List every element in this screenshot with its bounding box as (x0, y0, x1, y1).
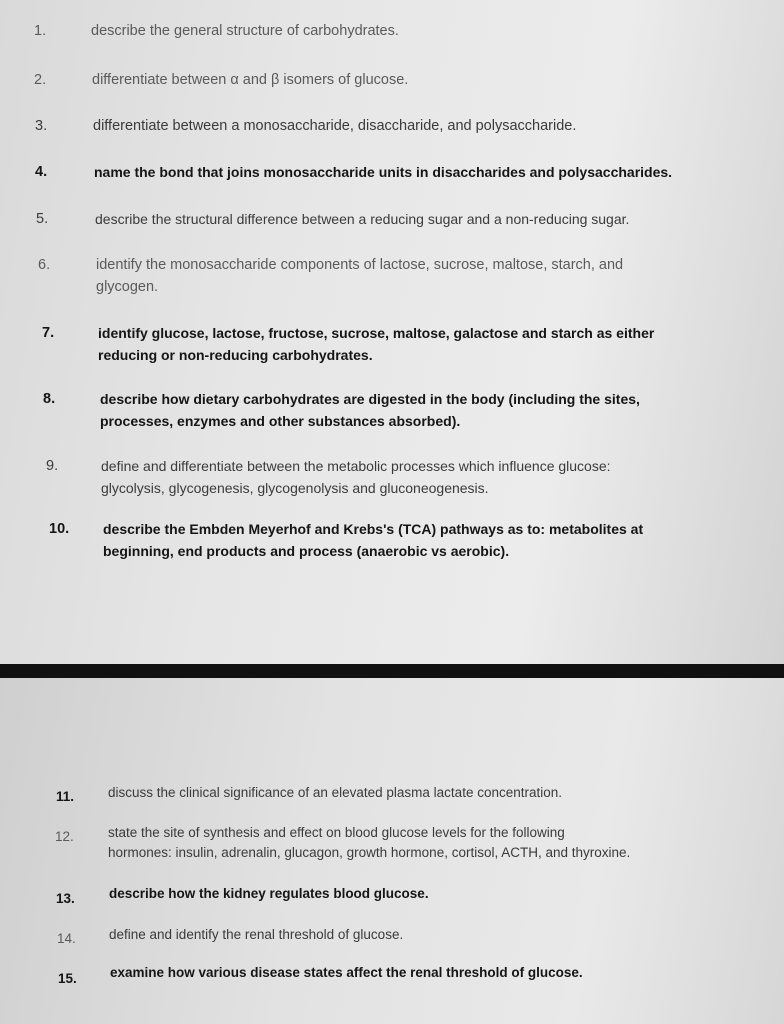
objective-number: 9. (46, 458, 59, 474)
objective-number: 14. (57, 931, 76, 946)
objective-number: 6. (38, 257, 51, 273)
objective-text: name the bond that joins monosaccharide units in disaccharides and polysaccharides. (94, 164, 673, 180)
objective-number: 4. (35, 164, 48, 180)
objective-text: identify the monosaccharide components of lactose, sucrose, maltose, starch, and (96, 257, 624, 273)
objective-text: describe how the kidney regulates blood glucose. (109, 886, 429, 901)
objective-text-cont: hormones: insulin, adrenalin, glucagon, growth hormone, cortisol, ACTH, and thyroxine. (108, 845, 631, 860)
page-divider (0, 664, 784, 678)
objective-number: 5. (36, 211, 49, 227)
objective-text: describe how dietary carbohydrates are digested in the body (including the sites, (100, 391, 640, 407)
objective-text: discuss the clinical significance of an elevated plasma lactate concentration. (108, 785, 563, 800)
objective-text: define and differentiate between the metabolic processes which influence glucose: (101, 458, 611, 474)
objective-text: define and identify the renal threshold of glucose. (109, 927, 404, 942)
objective-number: 15. (58, 971, 77, 986)
objective-number: 11. (56, 789, 75, 804)
objective-number: 7. (42, 325, 55, 341)
objective-text-cont: glycogen. (96, 279, 159, 295)
objective-number: 12. (55, 829, 74, 844)
objective-text-cont: beginning, end products and process (anaerobic vs aerobic). (103, 543, 510, 559)
objective-text: describe the general structure of carbohydrates. (91, 23, 399, 39)
objective-text: examine how various disease states affect the renal threshold of glucose. (110, 965, 583, 980)
objective-text: state the site of synthesis and effect on blood glucose levels for the following (108, 825, 565, 840)
objective-text-cont: reducing or non-reducing carbohydrates. (98, 347, 373, 363)
objective-number: 13. (56, 891, 75, 906)
objective-text: identify glucose, lactose, fructose, sucrose, maltose, galactose and starch as either (98, 325, 655, 341)
objective-text-cont: processes, enzymes and other substances absorbed). (100, 413, 461, 429)
objective-number: 2. (34, 72, 47, 88)
objective-text: differentiate between α and β isomers of glucose. (92, 72, 409, 88)
objective-text: describe the structural difference between a reducing sugar and a non-reducing sugar. (95, 211, 630, 227)
objective-number: 8. (43, 391, 56, 407)
objective-text: describe the Embden Meyerhof and Krebs's (TCA) pathways as to: metabolites at (103, 521, 644, 537)
objective-number: 10. (49, 521, 70, 537)
objective-text-cont: glycolysis, glycogenesis, glycogenolysis and gluconeogenesis. (101, 480, 489, 496)
objective-number: 1. (34, 23, 47, 39)
objective-text: differentiate between a monosaccharide, disaccharide, and polysaccharide. (93, 118, 577, 134)
objective-number: 3. (35, 118, 48, 134)
